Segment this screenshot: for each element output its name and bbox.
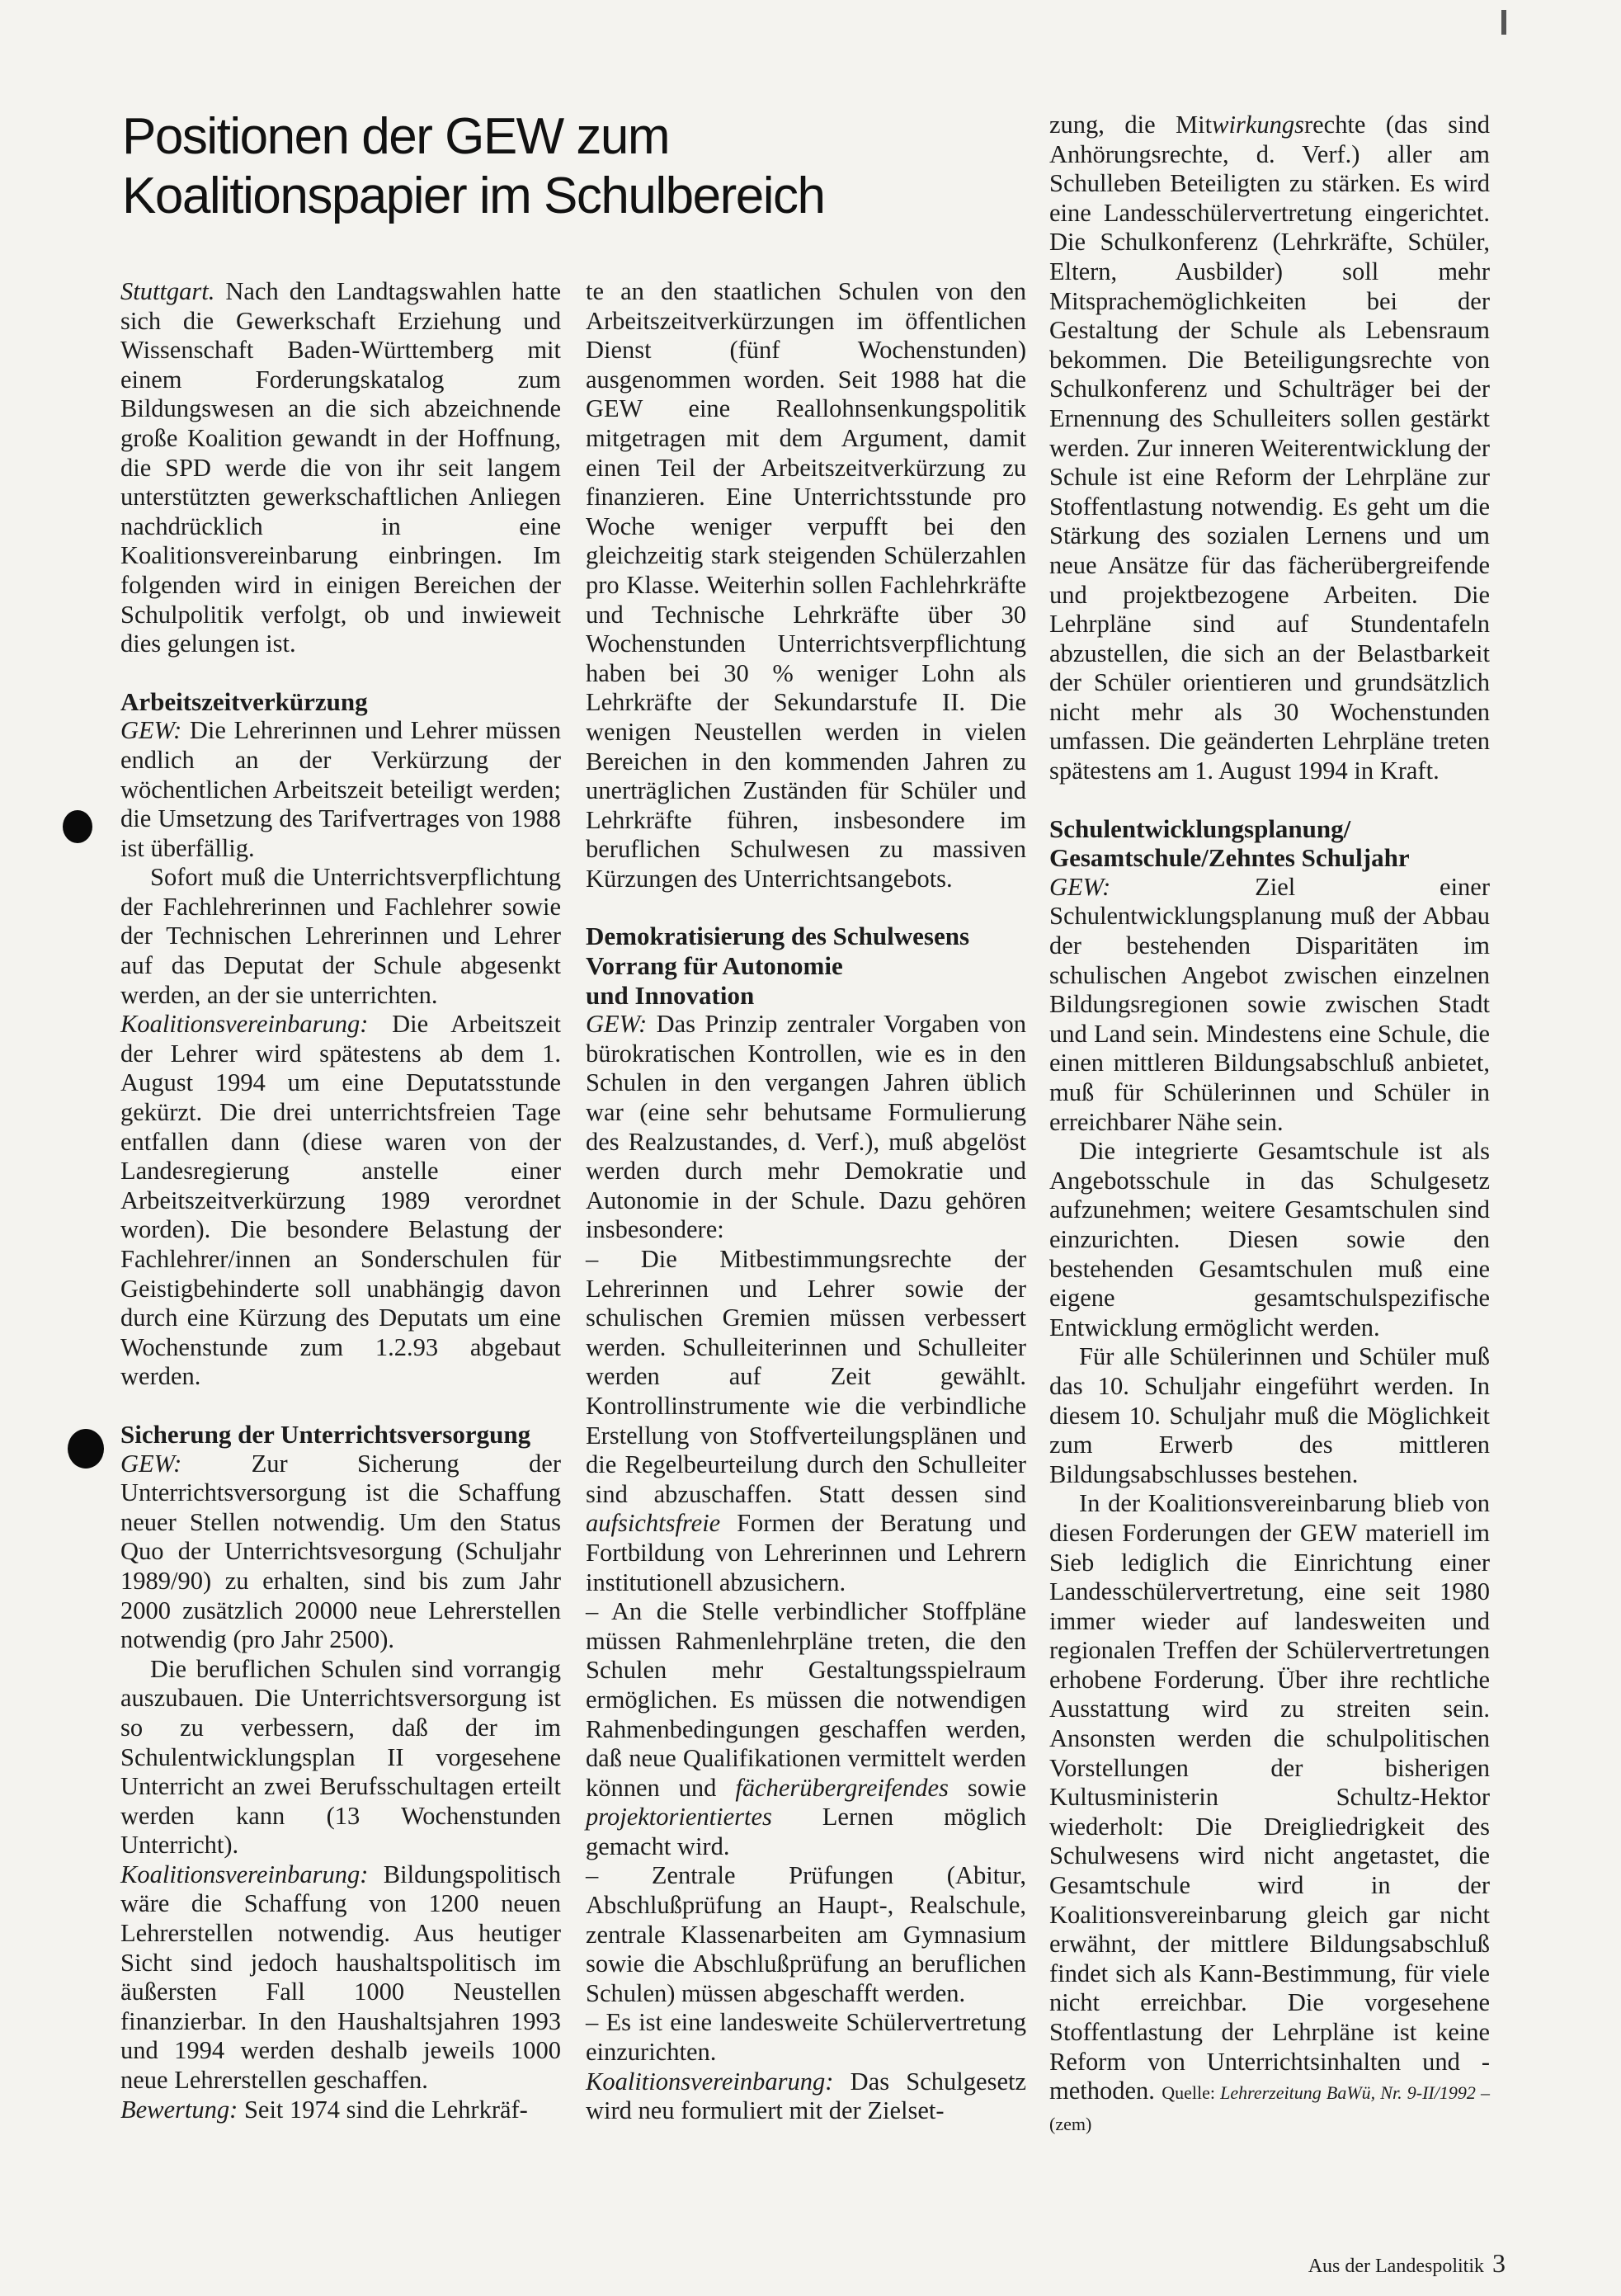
list-item-mitbestimmung: – Die Mitbestimmungsrechte der Lehrerinnen und Lehrer sowie der schulischen Gremien müssen verbessert werden. Schulleiterinnen und Schulleiter werden auf Zeit gewählt. Kontrollinstrumente wie die verbindliche Erstellung von Stoffverteilungsplänen und die Regelbeurteilung durch den Schulleiter sind abzuschaffen. Statt dessen sind aufsichtsfreie Formen der Beratung und Fortbildung von Lehrerinnen und Lehrern institutionell abzusichern. xyxy=(586,1245,1026,1596)
coalition-agreement-demokratisierung: Koalitionsvereinbarung: Das Schulgesetz wird neu formuliert mit der Zielset- xyxy=(586,2067,1026,2125)
heading-demokratisierung: Demokratisierung des Schulwesens Vorrang für Autonomie und Innovation xyxy=(586,922,970,1010)
source-citation: Quelle: Lehrerzeitung BaWü, Nr. 9-II/1992 – (zem) xyxy=(1049,2082,1491,2134)
scan-mark xyxy=(1501,10,1506,35)
assessment-paragraph: Bewertung: Seit 1974 sind die Lehrkräf- xyxy=(120,2095,528,2124)
paragraph-sofort: Sofort muß die Unterrichtsverpflichtung der Fachlehrerinnen und Fachlehrer sowie der Technischen Lehrerinnen und Lehrer auf das Deputat der Schule abgesenkt werden, an der sie unterrichten. xyxy=(120,863,561,1009)
title-line-2: Koalitionspapier im Schulbereich xyxy=(122,167,825,224)
page-footer xyxy=(1275,2248,1506,2279)
heading-sicherung: Sicherung der Unterrichtsversorgung xyxy=(120,1419,531,1449)
column-1 xyxy=(120,277,561,2124)
intro-paragraph: Stuttgart. Nach den Landtagswahlen hatte sich die Gewerkschaft Erziehung und Wissenschaft Baden-Württemberg mit einem Forderungskatalog zum Bildungswesen an die sich abzeichnende große Koalition gewandt in der Hoffnung, die SPD werde die von ihr seit langem unterstützten gewerkschaftlichen Anliegen nachdrücklich in eine Koalitionsvereinbarung einbringen. Im folgenden wird in einigen Bereichen der Schulpolitik verfolgt, ob und inwieweit dies gelungen ist. xyxy=(120,277,561,658)
article-title xyxy=(122,107,1030,226)
punch-hole-bottom xyxy=(68,1429,104,1469)
list-item-schuelervertretung: – Es ist eine landesweite Schülervertretung einzurichten. xyxy=(586,2008,1026,2067)
column-2 xyxy=(586,277,1026,2126)
title-line-1: Positionen der GEW zum xyxy=(122,108,670,165)
gew-demand-schulentwicklung: GEW: Ziel einer Schulentwicklungsplanung muß der Abbau der bestehenden Disparitäten im schulischen Angebot zwischen einzelnen Bildungsregionen sowie zwischen Stadt und Land sein. Mindestens eine Schule, die einen mittleren Bildungsabschluß anbietet, muß für Schülerinnen und Schüler in erreichbarer Nähe sein. xyxy=(1049,872,1490,1136)
punch-hole-top xyxy=(63,810,92,843)
gew-demand-sicherung: GEW: Zur Sicherung der Unterrichtsversorgung ist die Schaffung neuer Stellen notwendig. Um den Status Quo der Unterrichtsvesorgung (Schuljahr 1989/90) zu erhalten, sind bis zum Jahr 2000 zusätzlich 20000 neue Lehrerstellen notwendig (pro Jahr 2500). xyxy=(120,1449,561,1654)
coalition-agreement-continued: zung, die Mitwirkungsrechte (das sind Anhörungsrechte, d. Verf.) aller am Schulleben Beteiligten zu stärken. Es wird eine Landesschülervertretung eingerichtet. Die Schulkonferenz (Lehrkräfte, Schüler, Eltern, Ausbilder) soll mehr Mitsprachemöglichkeiten bei der Gestaltung der Schule als Lebensraum bekommen. Die Beteiligungsrechte von Schulkonferenz und Schulträger bei der Ernennung des Schulleiters sollen gestärkt werden. Zur inneren Weiterentwicklung der Schule ist eine Reform der Lehrpläne zur Stoffentlastung notwendig. Es geht um die Stärkung des sozialen Lernens und um neue Ansätze für das fächerübergreifende und projektbezogene Arbeiten. Die Lehrpläne sind auf Stundentafeln abzustellen, die sich an der Belastbarkeit der Schüler orientieren und grundsätzlich nicht mehr als 30 Wochenstunden umfassen. Die geänderten Lehrpläne treten spätestens am 1. August 1994 in Kraft. xyxy=(1049,111,1490,785)
section-label: Aus der Landespolitik xyxy=(1308,2256,1484,2277)
heading-arbeitszeit: Arbeitszeitverkürzung xyxy=(120,686,368,716)
assessment-continued: te an den staatlichen Schulen von den Arbeitszeitverkürzungen im öffentlichen Dienst (fünf Wochenstunden) ausgenommen worden. Seit 1988 hat die GEW eine Reallohnsenkungspolitik mitgetragen mit dem Argument, damit einen Teil der Arbeitszeitverkürzung zu finanzieren. Eine Unterrichtsstunde pro Woche weniger verpufft bei den gleichzeitig stark steigenden Schülerzahlen pro Klasse. Weiterhin sollen Fachlehrkräfte und Technische Lehrkräfte über 30 Wochenstunden Unterrichtsverpflichtung haben bei 30 % weniger Lohn als Lehrkräfte der Sekundarstufe II. Die wenigen Neustellen werden in vielen Bereichen in den kommenden Jahren zu unerträglichen Zuständen für Schüler und Lehrkräfte führen, insbesondere im beruflichen Schulwesen zu massiven Kürzungen des Unterrichtsangebots. xyxy=(586,277,1026,893)
list-item-pruefungen: – Zentrale Prüfungen (Abitur, Abschlußprüfung an Haupt-, Realschule, zentrale Klassenarbeiten am Gymnasium sowie die Abschlußprüfung an beruflichen Schulen) müssen abgeschafft werden. xyxy=(586,1861,1026,2007)
paragraph-fazit: In der Koalitionsvereinbarung blieb von diesen Forderungen der GEW materiell im Sieb lediglich die Einrichtung einer Landesschülervertretung, eine seit 1980 immer wieder auf landesweiten und regionalen Treffen der Schülervertretungen erhobene Forderung. Über ihre rechtliche Ausstattung wird zu streiten sein. Ansonsten werden die schulpolitischen Vorstellungen der bisherigen Kultusministerin Schultz-Hektor wiederholt: Die Dreigliedrigkeit des Schulwesens wird nicht angetastet, die Gesamtschule wird in der Koalitionsvereinbarung gleich gar nicht erwähnt, der mittlere Bildungsabschluß findet sich als Kann-Bestimmung, für viele nicht erreichbar. Die vorgesehene Stoffentlastung der Lehrpläne ist keine Reform von Unterrichtsinhalten und -methoden. Quelle: Lehrerzeitung BaWü, Nr. 9-II/1992 – (zem) xyxy=(1049,1489,1491,2134)
coalition-agreement-arbeitszeit: Koalitionsvereinbarung: Die Arbeitszeit der Lehrer wird spätestens ab dem 1. August 1994 um eine Deputatsstunde gekürzt. Die drei unterrichtsfreien Tage entfallen dann (diese waren von der Landesregierung anstelle einer Arbeitszeitverkürzung 1989 verordnet worden). Die besondere Belastung der Fachlehrer/innen an Sonderschulen für Geistigbehinderte soll unabhängig davon durch eine Kürzung des Deputats um eine Wochenstunde zum 1.2.93 abgebaut werden. xyxy=(120,1010,561,1391)
paragraph-berufliche-schulen: Die beruflichen Schulen sind vorrangig auszubauen. Die Unterrichtsversorgung ist so zu verbessern, daß der im Schulentwicklungsplan II vorgesehene Unterricht an zwei Berufsschultagen erteilt werden kann (13 Wochenstunden Unterricht). xyxy=(120,1654,561,1860)
dateline: Stuttgart. xyxy=(120,277,215,305)
list-item-rahmenlehrplaene: – An die Stelle verbindlicher Stoffpläne müssen Rahmenlehrpläne treten, die den Schulen mehr Gestaltungsspielraum ermöglichen. Es müssen die notwendigen Rahmenbedingungen geschaffen werden, daß neue Qualifikationen vermittelt werden können und fächerübergreifendes sowie projektorientiertes Lernen möglich gemacht wird. xyxy=(586,1597,1026,1860)
page-number: 3 xyxy=(1492,2248,1506,2278)
gew-demand-arbeitszeit: GEW: Die Lehrerinnen und Lehrer müssen endlich an der Verkürzung der wöchentlichen Arbeitszeit beteiligt werden; die Umsetzung des Tarifvertrages von 1988 ist überfällig. xyxy=(120,716,561,862)
paragraph-gesamtschule: Die integrierte Gesamtschule ist als Angebotsschule in das Schulgesetz aufzunehmen; weitere Gesamtschulen sind einzurichten. Diesen sowie den bestehenden Gesamtschulen muß eine eigene gesamtschulspezifische Entwicklung ermöglicht werden. xyxy=(1049,1137,1490,1341)
paragraph-zehntes-schuljahr: Für alle Schülerinnen und Schüler muß das 10. Schuljahr eingeführt werden. In diesem 10. Schuljahr muß die Möglichkeit zum Erwerb des mittleren Bildungsabschlusses bestehen. xyxy=(1049,1342,1490,1488)
column-3 xyxy=(1049,111,1490,2138)
coalition-agreement-sicherung: Koalitionsvereinbarung: Bildungspolitisch wäre die Schaffung von 1200 neuen Lehrerstellen notwendig. Aus heutiger Sicht sind jedoch haushaltspolitisch im äußersten Fall 1000 Neustellen finanzierbar. In den Haushaltsjahren 1993 und 1994 werden deshalb jeweils 1000 neue Lehrerstellen geschaffen. xyxy=(120,1860,561,2095)
heading-schulentwicklung: Schulentwicklungsplanung/ Gesamtschule/Zehntes Schuljahr xyxy=(1049,813,1410,873)
gew-demand-demokratisierung: GEW: Das Prinzip zentraler Vorgaben von bürokratischen Kontrollen, wie es in den Schulen in den vergangen Jahren üblich war (eine sehr behutsame Formulierung des Realzustandes, d. Verf.), muß abgelöst werden durch mehr Demokratie und Autonomie in der Schule. Dazu gehören insbesondere: xyxy=(586,1010,1026,1244)
